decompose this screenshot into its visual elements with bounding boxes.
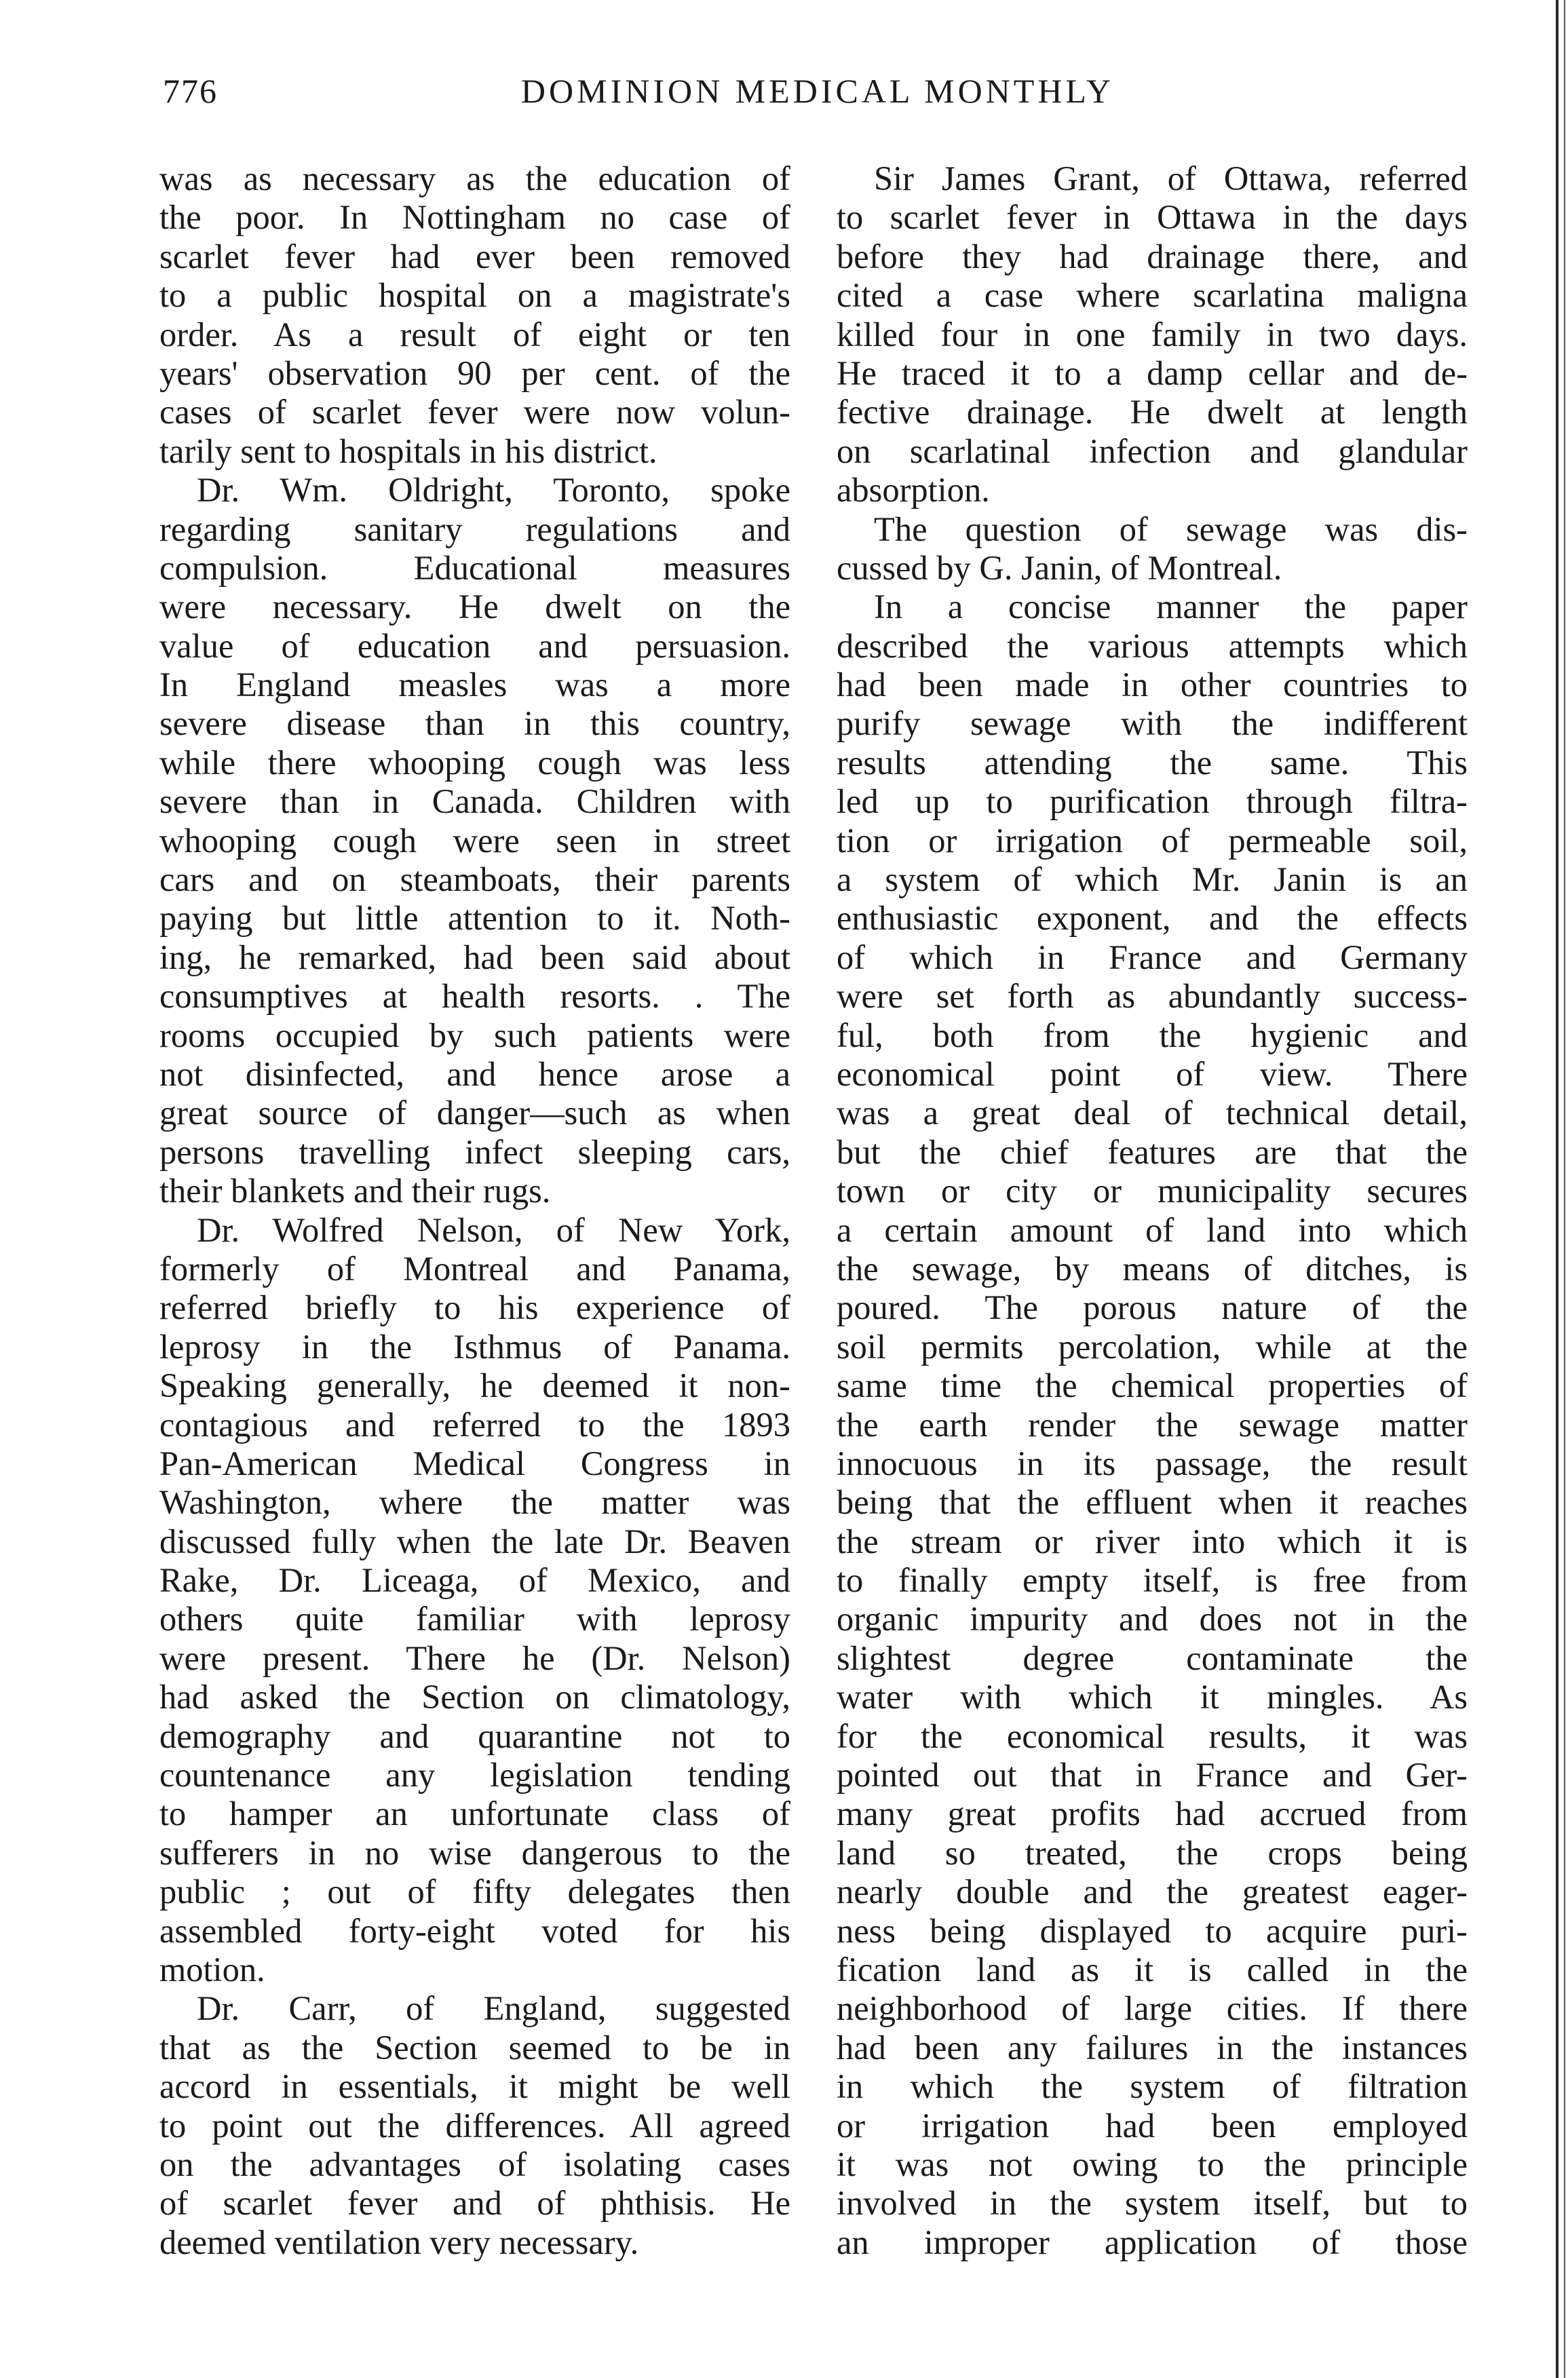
- text-line: deemed ventilation very necessary.: [159, 2223, 639, 2261]
- text-line: whooping cough were seen in street: [159, 821, 790, 860]
- text-line: to scarlet fever in Ottawa in the days: [837, 198, 1468, 237]
- text-line: the stream or river into which it is: [837, 1522, 1468, 1560]
- text-line: organic impurity and does not in the: [837, 1600, 1468, 1638]
- page-number: 776: [163, 72, 218, 110]
- page-edge-rule: [1556, 0, 1559, 2378]
- text-line: to point out the differences. All agreed: [159, 2106, 790, 2145]
- text-line: cited a case where scarlatina maligna: [837, 276, 1468, 315]
- text-line: others quite familiar with leprosy: [159, 1600, 790, 1638]
- text-line: was a great deal of technical detail,: [837, 1094, 1468, 1132]
- text-line: the earth render the sewage matter: [837, 1405, 1468, 1444]
- text-line: a system of which Mr. Janin is an: [837, 860, 1468, 899]
- text-line: ness being displayed to acquire puri-: [837, 1911, 1468, 1950]
- text-line: neighborhood of large cities. If there: [837, 1989, 1468, 2028]
- text-line: order. As a result of eight or ten: [159, 315, 790, 353]
- paragraph-start: Dr. Wolfred Nelson, of New York,: [197, 1210, 790, 1249]
- text-line: fective drainage. He dwelt at length: [837, 393, 1468, 432]
- text-line: Speaking generally, he deemed it non-: [159, 1366, 790, 1405]
- text-line: purify sewage with the indifferent: [837, 704, 1468, 743]
- text-line: public ; out of fifty delegates then: [159, 1873, 790, 1911]
- text-line: compulsion. Educational measures: [159, 548, 790, 587]
- text-line: involved in the system itself, but to: [837, 2184, 1468, 2223]
- text-line: He traced it to a damp cellar and de-: [837, 353, 1468, 392]
- text-line: fication land as it is called in the: [837, 1950, 1468, 1989]
- paragraph-start: Dr. Carr, of England, suggested: [197, 1989, 790, 2028]
- text-line: regarding sanitary regulations and: [159, 510, 790, 548]
- text-line: innocuous in its passage, the result: [837, 1444, 1468, 1482]
- right-column: [837, 159, 1468, 2262]
- paragraph-start: The question of sewage was dis-: [874, 510, 1468, 548]
- text-line: great source of danger—such as when: [159, 1094, 790, 1132]
- page-header: [163, 71, 1472, 119]
- text-line: tarily sent to hospitals in his district.: [159, 432, 657, 470]
- text-line: Washington, where the matter was: [159, 1483, 790, 1522]
- text-line: before they had drainage there, and: [837, 237, 1468, 275]
- text-line: Pan-American Medical Congress in: [159, 1444, 790, 1482]
- text-line: contagious and referred to the 1893: [159, 1405, 790, 1444]
- text-line: In England measles was a more: [159, 666, 790, 704]
- text-line: to finally empty itself, is free from: [837, 1561, 1468, 1600]
- text-line: were set forth as abundantly success-: [837, 977, 1468, 1016]
- text-line: cussed by G. Janin, of Montreal.: [837, 548, 1282, 587]
- text-line: for the economical results, it was: [837, 1717, 1468, 1755]
- text-line: slightest degree contaminate the: [837, 1638, 1468, 1677]
- text-line: accord in essentials, it might be well: [159, 2067, 790, 2106]
- text-line: formerly of Montreal and Panama,: [159, 1249, 790, 1288]
- text-line: on the advantages of isolating cases: [159, 2145, 790, 2183]
- text-line: while there whooping cough was less: [159, 743, 790, 782]
- running-title: DOMINION MEDICAL MONTHLY: [520, 72, 1115, 110]
- paragraph-start: Dr. Wm. Oldright, Toronto, spoke: [197, 471, 790, 510]
- text-line: to a public hospital on a magistrate's: [159, 276, 790, 315]
- text-line: being that the effluent when it reaches: [837, 1483, 1468, 1522]
- page-edge-rule-outer: [1564, 0, 1565, 2378]
- text-line: an improper application of those: [837, 2223, 1468, 2261]
- text-line: of scarlet fever and of phthisis. He: [159, 2184, 790, 2223]
- text-line: cars and on steamboats, their parents: [159, 860, 790, 899]
- text-line: were present. There he (Dr. Nelson): [159, 1638, 790, 1677]
- text-line: severe disease than in this country,: [159, 704, 790, 743]
- text-line: not disinfected, and hence arose a: [159, 1054, 790, 1093]
- text-line: pointed out that in France and Ger-: [837, 1756, 1468, 1795]
- text-line: consumptives at health resorts. . The: [159, 977, 790, 1016]
- text-line: but the chief features are that the: [837, 1132, 1468, 1171]
- paragraph-start: In a concise manner the paper: [874, 588, 1468, 626]
- text-line: demography and quarantine not to: [159, 1717, 790, 1755]
- text-line: nearly double and the greatest eager-: [837, 1873, 1468, 1911]
- text-line: of which in France and Germany: [837, 938, 1468, 976]
- text-line: assembled forty-eight voted for his: [159, 1911, 790, 1950]
- text-line: absorption.: [837, 471, 990, 510]
- paragraph-start: Sir James Grant, of Ottawa, referred: [874, 159, 1468, 197]
- text-line: were necessary. He dwelt on the: [159, 588, 790, 626]
- text-line: had asked the Section on climatology,: [159, 1678, 790, 1717]
- text-line: severe than in Canada. Children with: [159, 782, 790, 821]
- text-line: land so treated, the crops being: [837, 1833, 1468, 1872]
- text-line: poured. The porous nature of the: [837, 1288, 1468, 1327]
- text-line: same time the chemical properties of: [837, 1366, 1468, 1405]
- text-line: led up to purification through filtra-: [837, 782, 1468, 821]
- text-line: was as necessary as the education of: [159, 159, 790, 197]
- text-line: that as the Section seemed to be in: [159, 2028, 790, 2067]
- text-line: years' observation 90 per cent. of the: [159, 353, 790, 392]
- text-line: on scarlatinal infection and glandular: [837, 432, 1468, 470]
- text-line: or irrigation had been employed: [837, 2106, 1468, 2145]
- text-line: it was not owing to the principle: [837, 2145, 1468, 2183]
- text-line: enthusiastic exponent, and the effects: [837, 899, 1468, 938]
- text-line: Rake, Dr. Liceaga, of Mexico, and: [159, 1561, 790, 1600]
- text-line: killed four in one family in two days.: [837, 315, 1468, 353]
- text-line: the poor. In Nottingham no case of: [159, 198, 790, 237]
- text-line: had been made in other countries to: [837, 666, 1468, 704]
- text-line: sufferers in no wise dangerous to the: [159, 1833, 790, 1872]
- text-line: in which the system of filtration: [837, 2067, 1468, 2106]
- text-line: paying but little attention to it. Noth-: [159, 899, 790, 938]
- text-line: had been any failures in the instances: [837, 2028, 1468, 2067]
- text-line: countenance any legislation tending: [159, 1756, 790, 1795]
- text-line: their blankets and their rugs.: [159, 1172, 551, 1210]
- text-line: many great profits had accrued from: [837, 1795, 1468, 1833]
- text-line: results attending the same. This: [837, 743, 1468, 782]
- text-line: described the various attempts which: [837, 626, 1468, 665]
- text-line: soil permits percolation, while at the: [837, 1327, 1468, 1366]
- text-line: leprosy in the Isthmus of Panama.: [159, 1327, 790, 1366]
- text-line: persons travelling infect sleeping cars,: [159, 1132, 790, 1171]
- text-line: economical point of view. There: [837, 1054, 1468, 1093]
- text-line: value of education and persuasion.: [159, 626, 790, 665]
- text-line: to hamper an unfortunate class of: [159, 1795, 790, 1833]
- text-line: ing, he remarked, had been said about: [159, 938, 790, 976]
- text-line: scarlet fever had ever been removed: [159, 237, 790, 275]
- text-line: the sewage, by means of ditches, is: [837, 1249, 1468, 1288]
- text-line: town or city or municipality secures: [837, 1172, 1468, 1210]
- left-column: [159, 159, 790, 2262]
- text-line: cases of scarlet fever were now volun-: [159, 393, 790, 432]
- text-line: a certain amount of land into which: [837, 1210, 1468, 1249]
- text-line: referred briefly to his experience of: [159, 1288, 790, 1327]
- text-line: tion or irrigation of permeable soil,: [837, 821, 1468, 860]
- text-line: rooms occupied by such patients were: [159, 1016, 790, 1054]
- text-line: water with which it mingles. As: [837, 1678, 1468, 1717]
- text-line: discussed fully when the late Dr. Beaven: [159, 1522, 790, 1560]
- text-line: ful, both from the hygienic and: [837, 1016, 1468, 1054]
- text-line: motion.: [159, 1950, 265, 1989]
